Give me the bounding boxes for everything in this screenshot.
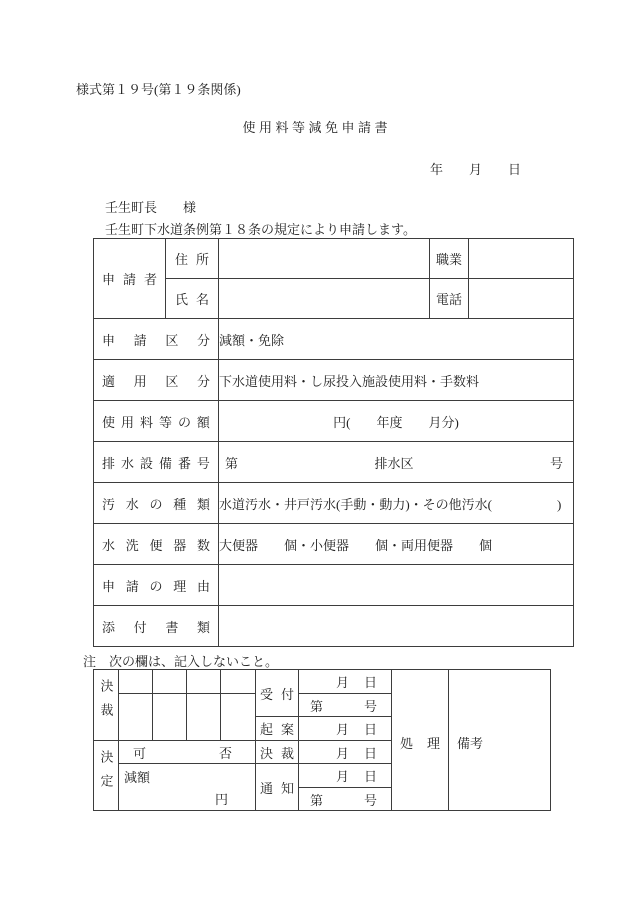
fee-amount-row [94, 401, 574, 442]
month-label: 月 [336, 745, 350, 761]
reject-option: 否 [218, 745, 232, 761]
drainage-district-label: 排水区 [374, 455, 414, 471]
receipt-label-cell [256, 670, 299, 717]
reduction-amount-cell [119, 764, 256, 811]
document-title: 使用料等減免申請書 [242, 120, 391, 135]
notice-label: 通 知 [260, 780, 294, 796]
drainage-number-row [94, 442, 574, 483]
stamp-box-4-body [221, 694, 256, 741]
stamp-box-1-body [119, 694, 153, 741]
application-reason-label: 申 請 の 理 由 [102, 578, 210, 594]
drainage-number-prefix: 第 [225, 455, 239, 471]
receipt-date-row [94, 670, 551, 694]
month-label: 月 [336, 722, 350, 737]
applicant-address-row [94, 239, 574, 279]
draft-label: 起 案 [260, 722, 294, 737]
processing-label: 処 理 [400, 735, 440, 751]
name-label-cell [166, 279, 219, 319]
approve-option: 可 [133, 745, 147, 761]
office-processing-table [93, 669, 551, 811]
notice-date-cell [299, 764, 392, 788]
fee-amount-label-cell [94, 401, 219, 442]
declaration-line: 壬生町下水道条例第１８条の規定により申請します。 [105, 222, 416, 237]
sanction-label: 決 裁 [260, 745, 294, 761]
number-prefix-label: 第 [310, 792, 324, 808]
phone-label-cell [430, 279, 469, 319]
applicable-category-label-cell [94, 360, 219, 401]
decision-label: 決定 [98, 749, 114, 798]
applicant-label: 申 請 者 [102, 272, 157, 287]
number-suffix-label: 号 [363, 792, 377, 808]
drainage-number-value-cell [219, 442, 574, 483]
stamp-box-1-header [119, 670, 153, 694]
receipt-label: 受 付 [260, 686, 294, 702]
application-category-label: 申 請 区 分 [102, 332, 210, 348]
occupation-value-cell [469, 239, 574, 279]
toilet-count-row [94, 524, 574, 565]
reduction-label: 減額 [124, 769, 151, 785]
name-value-cell [219, 279, 430, 319]
approval-label-cell [94, 670, 119, 741]
number-prefix-label: 第 [310, 698, 324, 714]
phone-label: 電話 [435, 292, 462, 307]
drainage-number-suffix: 号 [549, 455, 563, 471]
draft-label-cell [256, 717, 299, 741]
toilet-count-value: 大便器 個・小便器 個・両用便器 個 [219, 524, 574, 565]
sanction-label-cell [256, 741, 299, 764]
fee-amount-label: 使 用 料 等 の 額 [102, 414, 210, 430]
main-table [93, 238, 574, 647]
approval-label: 決裁 [98, 679, 114, 727]
applicant-name-row [94, 279, 574, 319]
drainage-number-label-cell [94, 442, 219, 483]
application-reason-label-cell [94, 565, 219, 606]
application-category-row [94, 319, 574, 360]
addressee-line: 壬生町長 様 [105, 200, 197, 215]
day-label: 日 [363, 769, 377, 784]
toilet-count-label: 水 洗 便 器 数 [102, 537, 210, 553]
month-label: 月 [336, 675, 350, 690]
notice-number-cell [299, 788, 392, 811]
note-line: 注 次の欄は、記入しないこと。 [83, 654, 279, 669]
applicant-label-cell [94, 239, 166, 319]
decision-label-cell [94, 741, 119, 811]
stamp-box-3-header [187, 670, 221, 694]
day-label: 日 [363, 745, 377, 761]
applicable-category-value: 下水道使用料・し尿投入施設使用料・手数料 [219, 360, 574, 401]
toilet-count-label-cell [94, 524, 219, 565]
address-value-cell [219, 239, 430, 279]
name-label: 氏 名 [175, 292, 209, 307]
application-reason-row [94, 565, 574, 606]
application-category-label-cell [94, 319, 219, 360]
sewage-type-value: 水道汚水・井戸汚水(手動・動力)・その他汚水( ) [219, 483, 574, 524]
attached-documents-label: 添 付 書 類 [102, 619, 210, 635]
stamp-box-3-body [187, 694, 221, 741]
remarks-label: 備考 [457, 735, 484, 751]
sewage-type-label: 汚 水 の 種 類 [102, 496, 210, 512]
number-suffix-label: 号 [363, 698, 377, 714]
fee-amount-value: 円( 年度 月分) [219, 401, 574, 442]
remarks-column-cell [449, 670, 551, 811]
sewage-type-row [94, 483, 574, 524]
processing-column-cell [392, 670, 449, 811]
application-category-value: 減額・免除 [219, 319, 574, 360]
stamp-box-4-header [221, 670, 256, 694]
stamp-box-2-body [153, 694, 187, 741]
phone-value-cell [469, 279, 574, 319]
month-label: 月 [336, 769, 350, 784]
attached-documents-label-cell [94, 606, 219, 647]
sewage-type-label-cell [94, 483, 219, 524]
attached-documents-value [219, 606, 574, 647]
attached-documents-row [94, 606, 574, 647]
draft-date-cell [299, 717, 392, 741]
date-line: 年 月 日 [430, 162, 522, 177]
applicable-category-label: 適 用 区 分 [102, 373, 210, 389]
drainage-number-label: 排 水 設 備 番 号 [102, 455, 210, 471]
form-number: 様式第１９号(第１９条関係) [76, 82, 241, 97]
day-label: 日 [363, 675, 377, 690]
applicable-category-row [94, 360, 574, 401]
address-label: 住 所 [175, 252, 209, 267]
receipt-number-cell [299, 694, 392, 717]
yen-label: 円 [214, 791, 228, 807]
stamp-box-2-header [153, 670, 187, 694]
approve-reject-cell [119, 741, 256, 764]
address-label-cell [166, 239, 219, 279]
sanction-date-cell [299, 741, 392, 764]
notice-label-cell [256, 764, 299, 811]
occupation-label: 職業 [435, 252, 462, 267]
application-reason-value [219, 565, 574, 606]
occupation-label-cell [430, 239, 469, 279]
day-label: 日 [363, 722, 377, 737]
receipt-date-cell [299, 670, 392, 694]
